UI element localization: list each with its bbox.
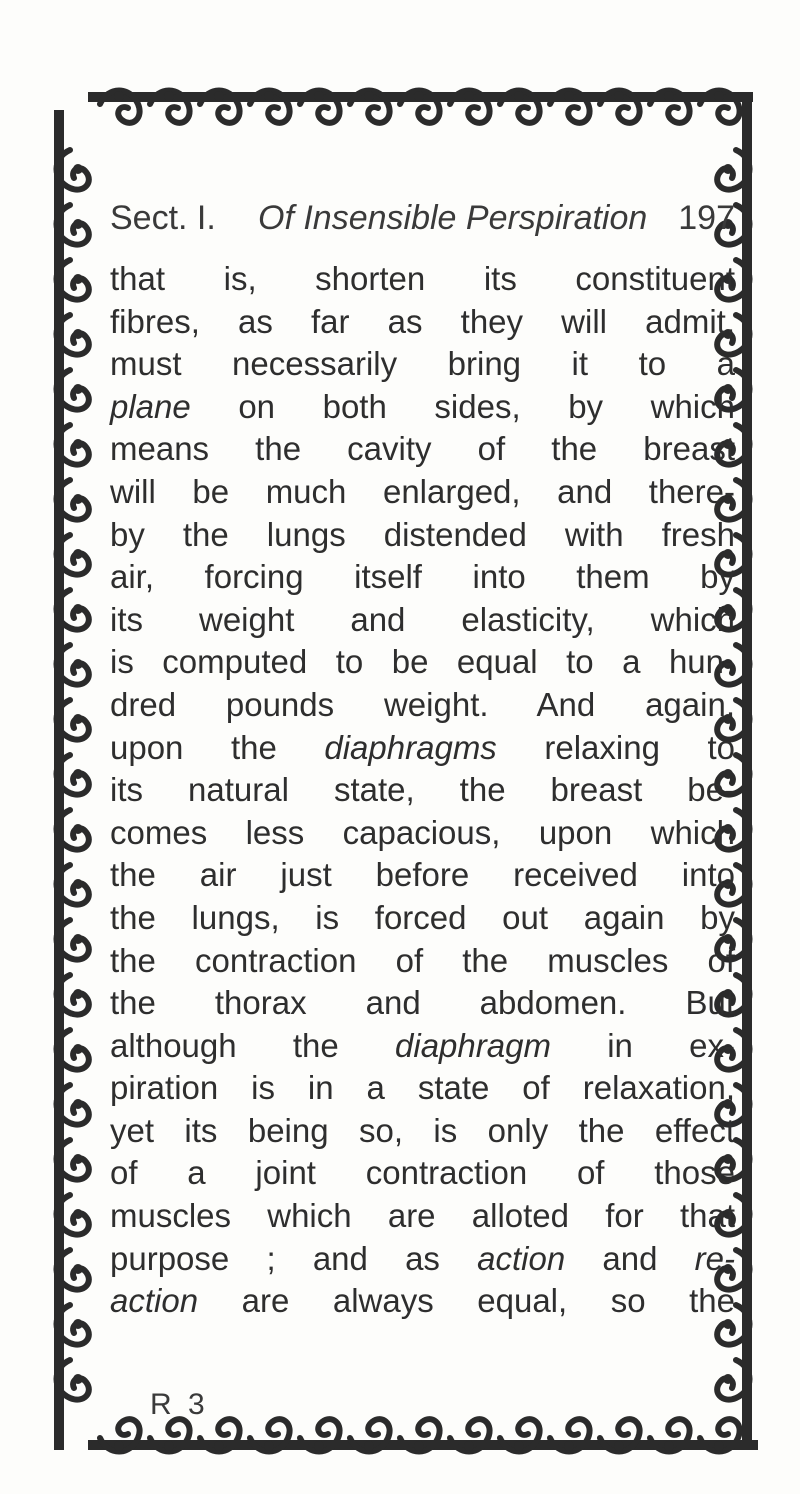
text-line <box>110 812 735 855</box>
text-line <box>110 471 735 514</box>
text-segment: on both sides, by which <box>190 387 735 425</box>
text-segment: the thorax and abdomen. But <box>110 984 735 1022</box>
left-ornament <box>54 110 89 1450</box>
text-line <box>110 897 735 940</box>
text-line <box>110 684 735 727</box>
chapter-title: Of Insensible Perspiration <box>258 199 648 237</box>
text-segment: by the lungs distended with fresh <box>110 515 735 553</box>
text-segment: comes less capacious, upon which <box>110 813 735 851</box>
text-line <box>110 1152 735 1195</box>
bottom-ornament <box>88 1419 758 1451</box>
page-number: 197 <box>678 199 735 237</box>
text-segment: relaxing to <box>496 728 735 766</box>
text-segment: of a joint contraction of those <box>110 1154 735 1192</box>
text-line <box>110 1067 735 1110</box>
text-segment: air, forcing itself into them by <box>110 558 735 596</box>
text-segment: the contraction of the muscles of <box>110 941 735 979</box>
text-line <box>110 727 735 770</box>
text-segment: plane <box>110 387 191 425</box>
text-segment: dred pounds weight. And again, <box>110 685 735 723</box>
text-segment: and <box>565 1239 695 1277</box>
text-segment: diaphragms <box>324 728 497 766</box>
text-segment: the lungs, is forced out again by <box>110 898 735 936</box>
text-segment: action <box>477 1239 566 1277</box>
text-line <box>110 769 735 812</box>
body-text <box>110 258 735 1323</box>
text-line <box>110 940 735 983</box>
text-line <box>110 1025 735 1068</box>
text-line <box>110 641 735 684</box>
text-segment: yet its being so, is only the effect <box>110 1111 735 1149</box>
text-segment: re- <box>694 1239 735 1277</box>
text-segment: the air just before received into <box>110 856 735 894</box>
text-line <box>110 514 735 557</box>
section-label: Sect. I. <box>110 199 216 237</box>
text-segment: must necessarily bring it to a <box>110 345 735 383</box>
text-segment: upon the <box>110 728 325 766</box>
running-header <box>110 188 735 248</box>
text-line <box>110 428 735 471</box>
text-segment: are always equal, so the <box>198 1282 735 1320</box>
text-segment: muscles which are alloted for that <box>110 1197 735 1235</box>
text-segment: diaphragm <box>395 1026 551 1064</box>
text-segment: in ex- <box>550 1026 735 1064</box>
text-segment: means the cavity of the breast <box>110 430 735 468</box>
top-ornament <box>88 91 753 123</box>
text-line <box>110 301 735 344</box>
text-line <box>110 343 735 386</box>
text-segment: fibres, as far as they will admit, <box>110 302 735 340</box>
text-line <box>110 599 735 642</box>
text-line <box>110 1238 735 1281</box>
text-segment: that is, shorten its constituent <box>110 260 735 297</box>
text-segment: action <box>110 1282 199 1320</box>
signature-mark: R 3 <box>150 1388 209 1421</box>
text-segment: purpose ; and as <box>110 1239 478 1277</box>
text-line <box>110 386 735 429</box>
text-segment: its natural state, the breast be- <box>110 771 735 809</box>
text-line <box>110 1110 735 1153</box>
text-line <box>110 854 735 897</box>
text-line <box>110 556 735 599</box>
text-segment: although the <box>110 1026 396 1064</box>
text-segment: will be much enlarged, and there- <box>110 472 735 510</box>
text-segment: piration is in a state of relaxation, <box>110 1069 735 1107</box>
text-line <box>110 258 735 301</box>
text-line <box>110 982 735 1025</box>
text-line <box>110 1195 735 1238</box>
text-line <box>110 1280 735 1323</box>
text-segment: is computed to be equal to a hun- <box>110 643 735 681</box>
text-segment: its weight and elasticity, which <box>110 600 735 638</box>
